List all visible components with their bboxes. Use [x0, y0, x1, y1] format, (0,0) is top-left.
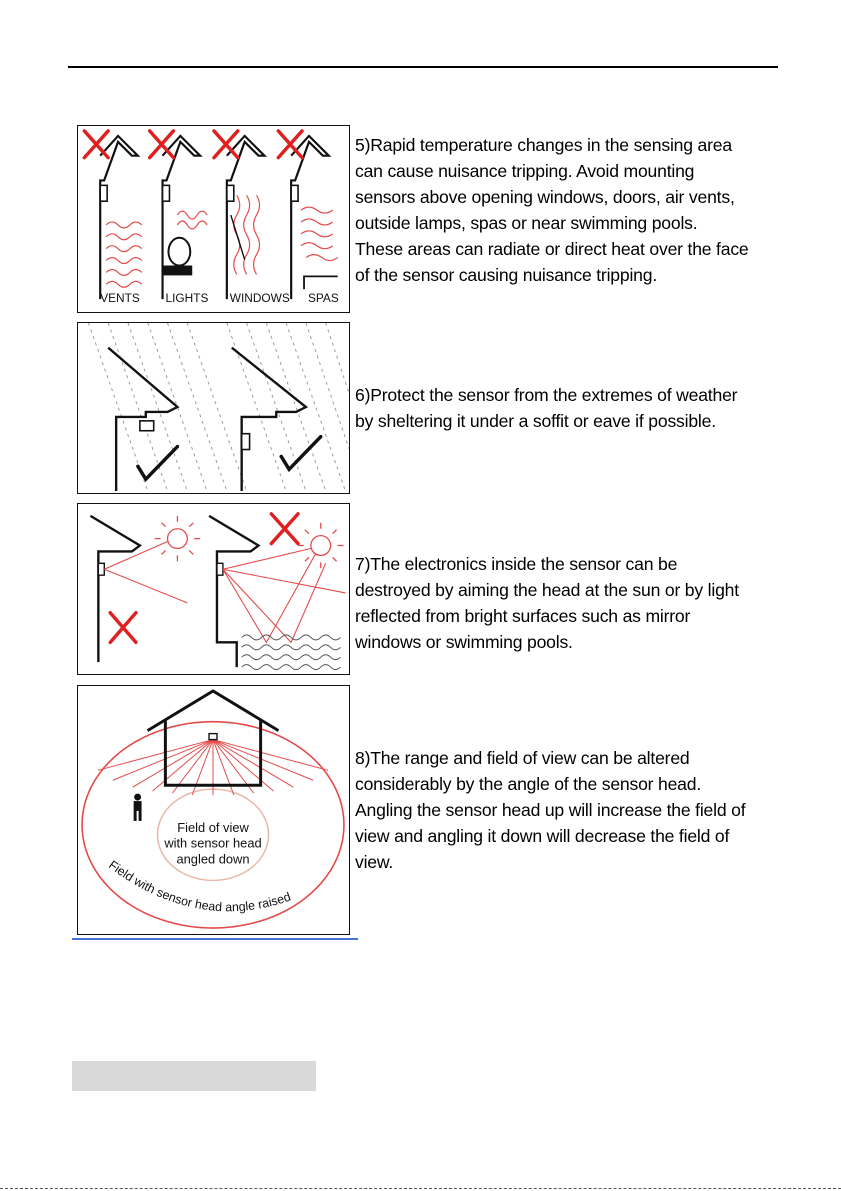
paragraph-5: [355, 132, 795, 288]
label-spas: SPAS: [307, 291, 339, 306]
field-of-view-illustration: [78, 686, 349, 934]
section-underline: [72, 938, 358, 940]
sensor-icon: [100, 185, 107, 201]
weather-shelter-illustration: [78, 323, 349, 493]
p8-line-4: view and angling it down will decrease the field of: [355, 826, 730, 846]
p6-line-1: 6)Protect the sensor from the extremes of weather: [355, 385, 738, 405]
p5-line-3: sensors above opening windows, doors, air vents,: [355, 187, 735, 207]
paragraph-7: [355, 551, 795, 655]
person-icon: [134, 794, 142, 821]
inner-label-line-1: Field of view: [177, 819, 249, 835]
lamp-icon: [168, 238, 190, 266]
heat-waves-icon: [106, 195, 338, 287]
figure-heat-sources: [77, 125, 350, 313]
sun-icon: [155, 516, 200, 561]
sensor-icon: [209, 734, 217, 740]
inner-label-line-3: angled down: [176, 851, 250, 867]
gray-highlight-box: [72, 1061, 316, 1091]
p5-line-6: of the sensor causing nuisance tripping.: [355, 265, 658, 285]
water-waves-icon: [242, 635, 341, 670]
p5-line-2: can cause nuisance tripping. Avoid mounting: [355, 161, 695, 181]
sensor-icon: [98, 563, 104, 575]
p5-line-1: 5)Rapid temperature changes in the sensing area: [355, 135, 732, 155]
p8-line-5: view.: [355, 852, 394, 872]
p8-line-1: 8)The range and field of view can be altered: [355, 748, 690, 768]
sensor-icon: [163, 185, 170, 201]
p7-line-1: 7)The electronics inside the sensor can be: [355, 554, 678, 574]
label-vents: VENTS: [100, 291, 140, 306]
p5-line-5: These areas can radiate or direct heat over the face: [355, 239, 749, 259]
p8-line-2: considerably by the angle of the sensor head.: [355, 774, 702, 794]
sensor-icon: [242, 434, 250, 450]
sun-icon: [298, 523, 343, 568]
sensor-icon: [227, 185, 234, 201]
figure-sun-reflection: [77, 503, 350, 675]
page-bottom-rule: [0, 1188, 841, 1189]
paragraph-8: [355, 745, 795, 875]
p6-line-2: by sheltering it under a soffit or eave if possible.: [355, 411, 716, 431]
sun-reflection-illustration: [78, 504, 349, 674]
figure-weather-shelter: [77, 322, 350, 494]
p8-line-3: Angling the sensor head up will increase the field of: [355, 800, 746, 820]
inner-label-line-2: with sensor head: [164, 835, 262, 851]
sensor-icon: [140, 421, 154, 431]
label-windows: WINDOWS: [229, 291, 290, 306]
heat-sources-illustration: [78, 126, 349, 312]
outer-field-label-path: Field with sensor head angle raised: [106, 857, 293, 915]
lamp-base-icon: [163, 266, 193, 276]
p7-line-3: reflected from bright surfaces such as mirror: [355, 606, 691, 626]
figure-field-of-view: [77, 685, 350, 935]
p7-line-4: windows or swimming pools.: [355, 632, 573, 652]
label-lights: LIGHTS: [165, 291, 209, 306]
sensor-icon: [291, 185, 298, 201]
sensor-icon: [217, 563, 223, 575]
header-rule: [68, 66, 778, 68]
p7-line-2: destroyed by aiming the head at the sun or by light: [355, 580, 739, 600]
paragraph-6: [355, 382, 795, 434]
p5-line-4: outside lamps, spas or near swimming pools.: [355, 213, 698, 233]
